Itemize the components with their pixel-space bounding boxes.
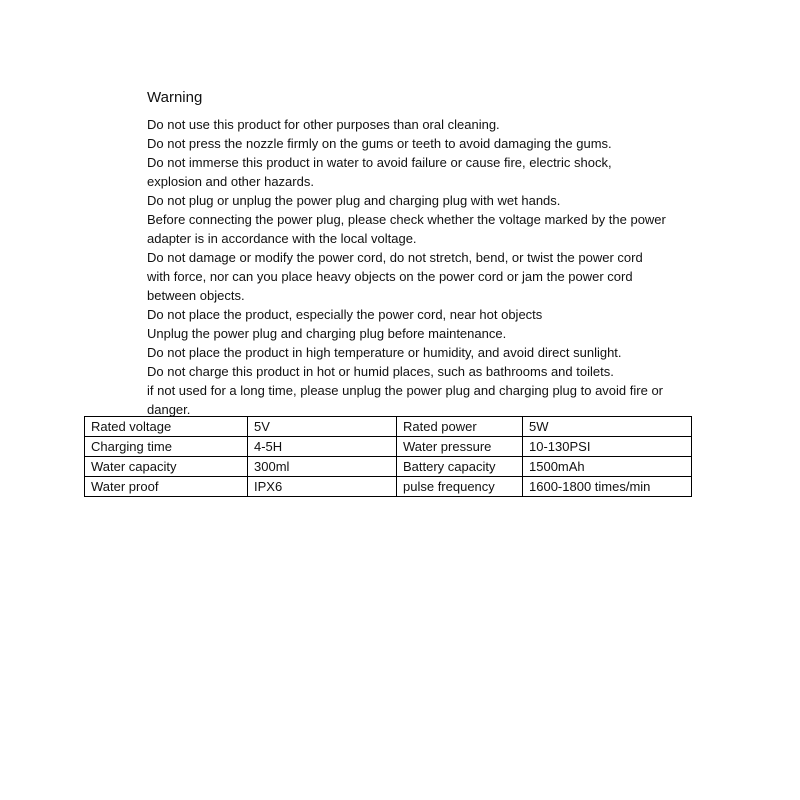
warning-list [147,115,667,419]
spec-label-rated-power: Rated power [397,417,523,437]
warning-line: Do not plug or unplug the power plug and charging plug with wet hands. [147,193,561,208]
spec-table [84,416,692,497]
spec-value-water-pressure: 10-130PSI [523,437,692,457]
spec-label-water-proof: Water proof [85,477,248,497]
spec-label-pulse-frequency: pulse frequency [397,477,523,497]
spec-label-water-pressure: Water pressure [397,437,523,457]
table-row [85,417,692,437]
spec-label-battery-capacity: Battery capacity [397,457,523,477]
warning-line: if not used for a long time, please unplug the power plug and charging plug to avoid fire or danger. [147,383,664,417]
spec-value-pulse-frequency: 1600-1800 times/min [523,477,692,497]
spec-label-charging-time: Charging time [85,437,248,457]
spec-label-rated-voltage: Rated voltage [85,417,248,437]
spec-value-rated-voltage: 5V [248,417,397,437]
warning-title: Warning [147,89,203,106]
warning-line: Do not place the product in high temperature or humidity, and avoid direct sunlight. [147,345,622,360]
warning-line: Do not use this product for other purposes than oral cleaning. [147,117,500,132]
spec-value-water-proof: IPX6 [248,477,397,497]
warning-line: Do not damage or modify the power cord, do not stretch, bend, or twist the power cord with force, nor can you place heavy objects on the power cord or jam the power cord between objects. [147,250,643,303]
warning-line: Do not press the nozzle firmly on the gums or teeth to avoid damaging the gums. [147,136,612,151]
spec-value-battery-capacity: 1500mAh [523,457,692,477]
warning-line: Before connecting the power plug, please check whether the voltage marked by the power adapter is in accordance with the local voltage. [147,212,666,246]
warning-line: Do not immerse this product in water to avoid failure or cause fire, electric shock, explosion and other hazards. [147,155,612,189]
warning-line: Unplug the power plug and charging plug before maintenance. [147,326,507,341]
warning-line: Do not charge this product in hot or humid places, such as bathrooms and toilets. [147,364,614,379]
table-row [85,437,692,457]
spec-value-charging-time: 4-5H [248,437,397,457]
table-row [85,477,692,497]
warning-section [147,88,667,419]
table-row [85,457,692,477]
warning-line: Do not place the product, especially the power cord, near hot objects [147,307,543,322]
spec-value-rated-power: 5W [523,417,692,437]
spec-label-water-capacity: Water capacity [85,457,248,477]
spec-value-water-capacity: 300ml [248,457,397,477]
